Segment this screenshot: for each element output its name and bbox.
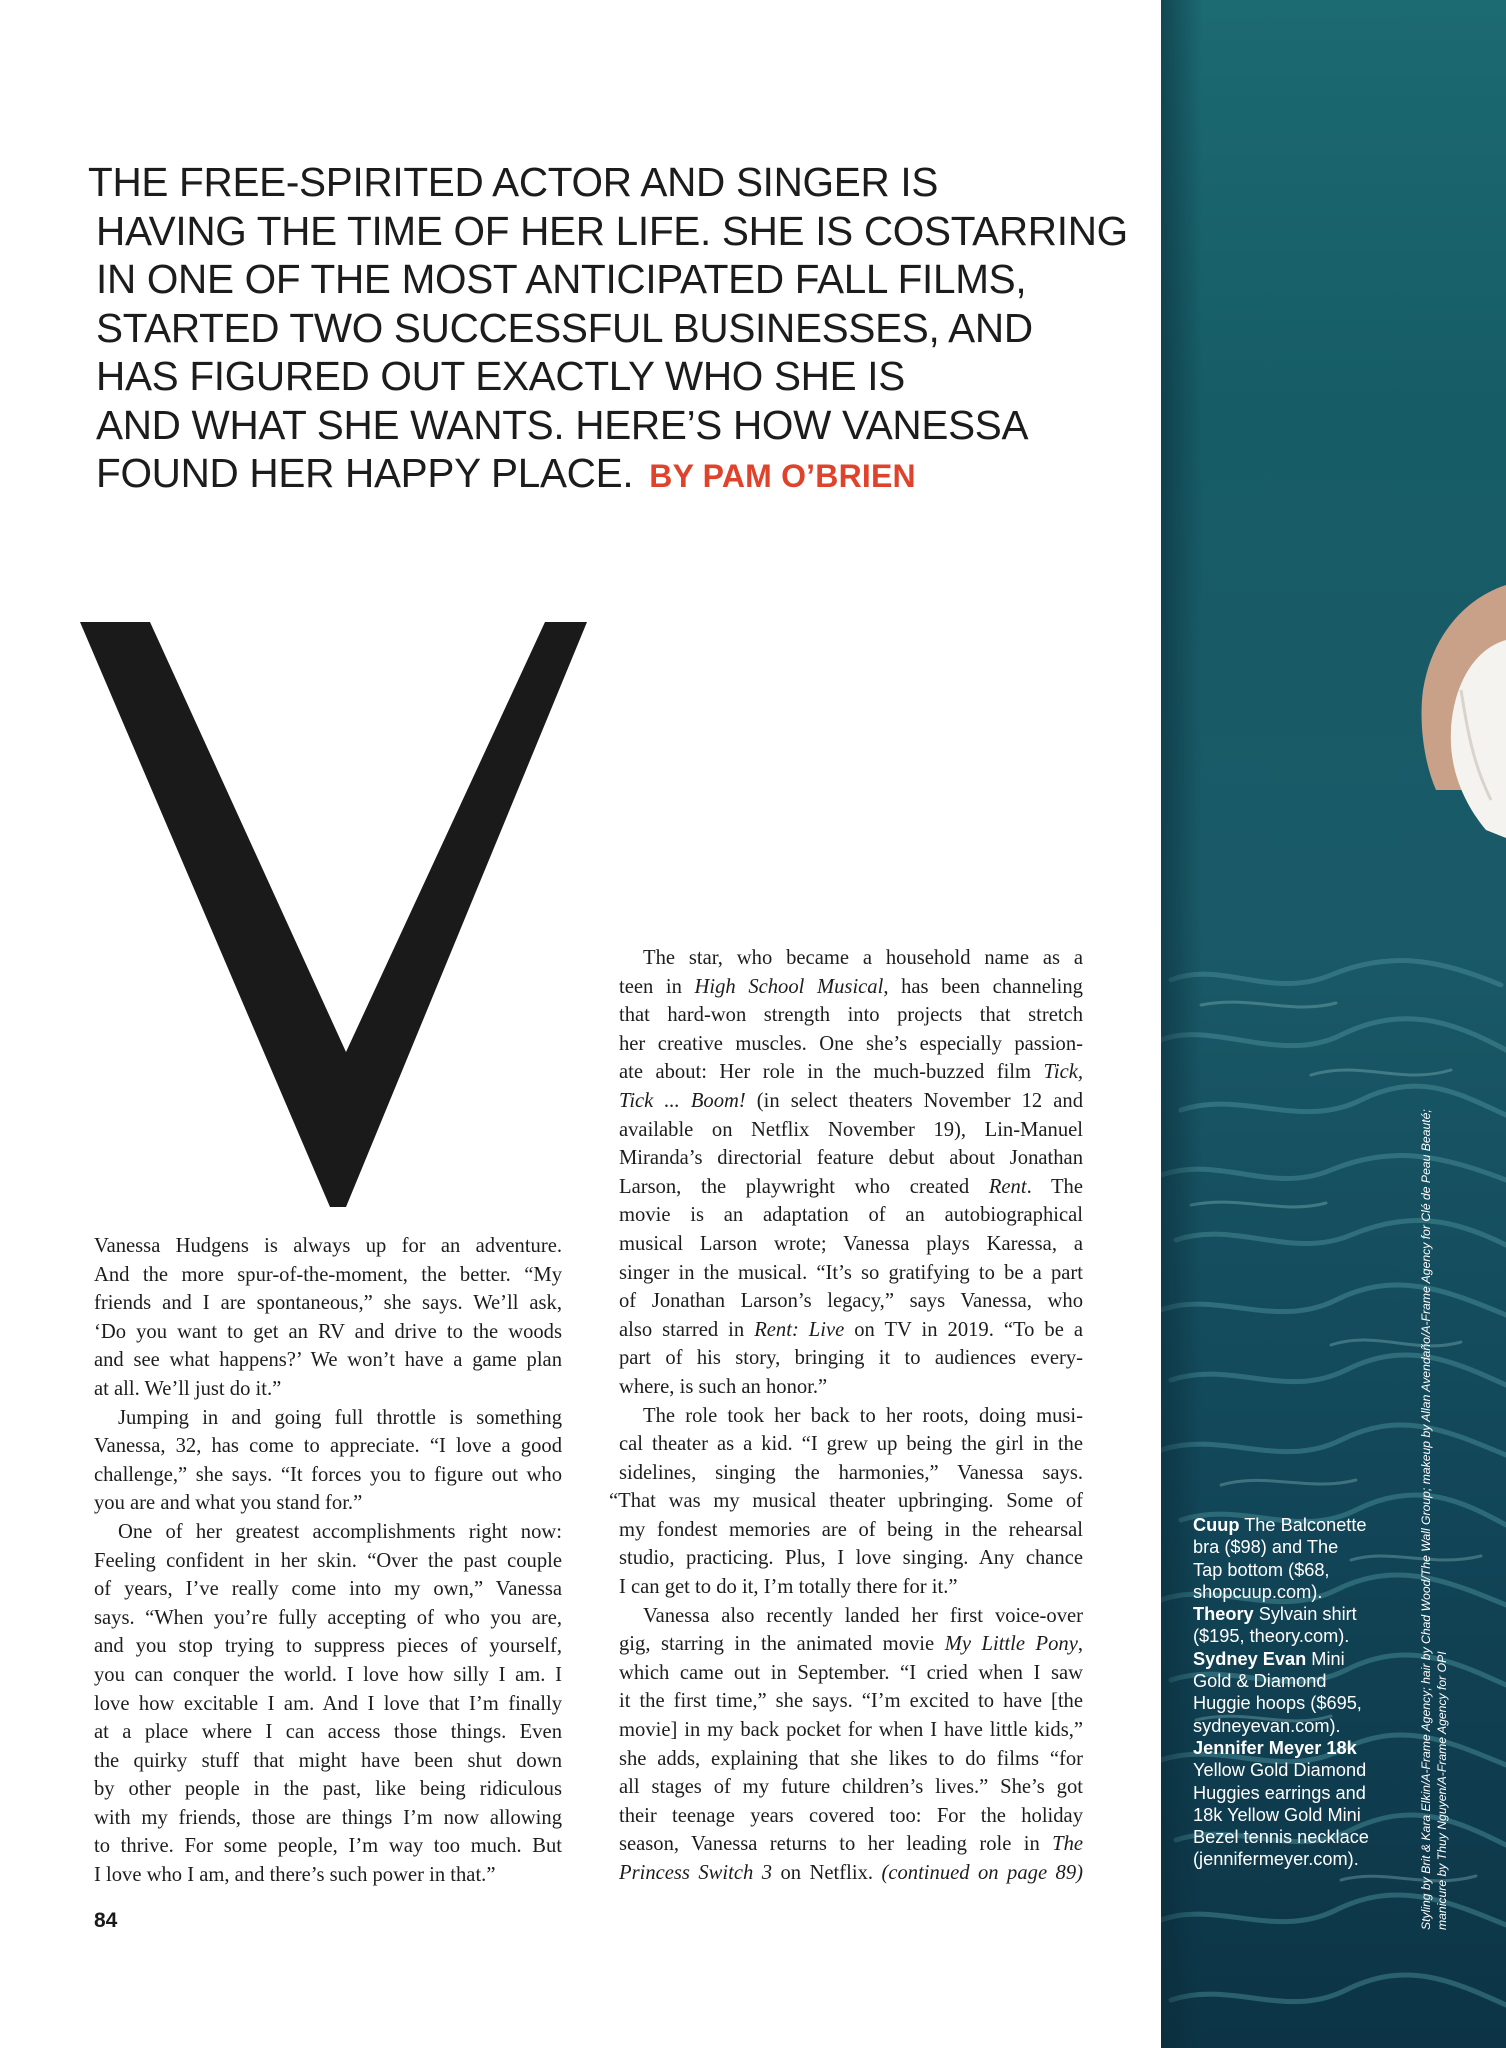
caption-line: Huggies earrings and [1193,1782,1366,1803]
caption-line: Cuup The Balconette [1193,1515,1367,1535]
body-line: friends and I are spontaneous,” she says. We’ll ask, [94,1292,562,1315]
body-line: at a place where I can access those things. Even [94,1721,562,1744]
body-line: challenge,” she says. “It forces you to figure out who [94,1463,562,1486]
body-line: all stages of my future children’s lives.” She’s got [619,1776,1083,1799]
deck-line-text: FOUND HER HAPPY PLACE. [96,450,634,496]
body-line: where, is such an honor.” [619,1375,828,1398]
body-line: available on Netflix November 19), Lin-Manuel [619,1118,1083,1141]
body-line: the quirky stuff that might have been shut down [94,1749,562,1772]
body-line: I can get to do it, I’m totally there for it.” [619,1576,958,1599]
body-line: part of his story, bringing it to audiences every- [619,1347,1083,1370]
byline: BY PAM O’BRIEN [649,458,916,494]
body-line: cal theater as a kid. “I grew up being the girl in the [619,1433,1083,1456]
drop-cap-v [80,622,620,1207]
body-line: that hard-won strength into projects that stretch [619,1004,1083,1027]
body-line: The star, who became a household name as a [643,947,1083,969]
body-line: and see what happens?’ We won’t have a game plan [94,1349,562,1372]
body-line: of Jonathan Larson’s legacy,” says Vanessa, who [619,1290,1083,1313]
title-the-princess-switch: Princess Switch 3 [619,1862,773,1884]
body-line: movie] in my back pocket for when I have little kids,” [619,1719,1083,1742]
caption-line: Tap bottom ($68, [1193,1559,1330,1580]
body-line: The role took her back to her roots, doing musi- [643,1404,1083,1427]
body-line: you are and what you stand for.” [94,1492,363,1515]
deck-line: HAVING THE TIME OF HER LIFE. SHE IS COSTARRING [96,207,1128,254]
caption-line: Sydney Evan Mini [1193,1648,1345,1669]
body-line: movie is an adaptation of an autobiographical [619,1204,1083,1227]
deck-line: STARTED TWO SUCCESSFUL BUSINESSES, AND [96,304,1033,351]
deck-line: IN ONE OF THE MOST ANTICIPATED FALL FILMS, [96,256,1027,302]
title-tick-tick-boom: Tick, [1043,1061,1083,1084]
continued-on-page: (continued on page 89) [881,1862,1083,1884]
body-line: ‘Do you want to get an RV and drive to the woods [94,1320,562,1343]
caption-line: Theory Sylvain shirt [1193,1604,1357,1625]
body-line: Vanessa Hudgens is always up for an adventure. [94,1235,562,1257]
body-line: ate about: Her role in the much-buzzed film Tick, [619,1061,1083,1084]
title-rent: Rent [988,1175,1027,1198]
body-line: teen in High School Musical, has been channeling [619,975,1083,998]
body-line: studio, practicing. Plus, I love singing. Any chance [619,1547,1083,1570]
body-line: Vanessa also recently landed her first voice-over [643,1604,1083,1627]
page-number: 84 [94,1909,118,1932]
body-line: it the first time,” she says. “I’m excited to have [the [619,1690,1083,1713]
caption-line: Bezel tennis necklace [1193,1827,1369,1848]
body-line: her creative muscles. One she’s especially passion- [619,1032,1083,1055]
caption-line: shopcuup.com). [1193,1581,1323,1602]
caption-line: Yellow Gold Diamond [1193,1760,1367,1781]
body-line: Miranda’s directorial feature debut about Jonathan [619,1147,1083,1170]
title-rent-live: Rent: Live [754,1318,845,1341]
body-line: Jumping in and going full throttle is something [118,1406,562,1429]
body-column-right [609,944,1083,1888]
body-line: my fondest memories are of being in the rehearsal [619,1518,1083,1541]
body-line: Larson, the playwright who created Rent. The [619,1175,1083,1198]
caption-line: bra ($98) and The [1193,1537,1339,1558]
credits-line: Styling by Brit & Kara Elkin/A-Frame Agency; hair by Chad Wood/The Wall Group; makeup by Allan Avendaño/A-Frame Agency for Clé de Peau Beauté; [1419,1109,1433,1930]
title-high-school-musical: High School Musical [694,975,884,998]
body-line: their teenage years covered too: For the holiday [619,1804,1083,1827]
caption-line: ($195, theory.com). [1193,1626,1350,1647]
title-the-princess-switch: The [1052,1833,1083,1856]
caption-line: Jennifer Meyer 18k [1193,1737,1357,1758]
body-column-left [94,1232,562,1890]
deck-line: THE FREE-SPIRITED ACTOR AND SINGER IS [88,159,939,205]
body-line: to thrive. For some people, I’m way too much. But [94,1835,562,1858]
caption-line: Huggie hoops ($695, [1193,1693,1362,1714]
deck-line: HAS FIGURED OUT EXACTLY WHO SHE IS [96,353,905,399]
body-line: sidelines, singing the harmonies,” Vanessa says. [619,1461,1083,1484]
body-line: musical Larson wrote; Vanessa plays Karessa, a [619,1232,1083,1255]
body-line: gig, starring in the animated movie My Little Pony, [619,1633,1083,1656]
body-line: Feeling confident in her skin. “Over the past couple [94,1549,562,1572]
photo-credits [1418,1030,1450,1930]
body-line: by other people in the past, like being ridiculous [94,1778,562,1801]
body-line: Vanessa, 32, has come to appreciate. “I love a good [94,1435,562,1458]
body-line: One of her greatest accomplishments right now: [118,1520,562,1543]
body-line: and you stop trying to suppress pieces of yourself, [94,1635,562,1658]
article-deck [88,158,1128,501]
body-line: singer in the musical. “It’s so gratifying to be a part [619,1261,1083,1284]
body-line: And the more spur-of-the-moment, the better. “My [94,1263,562,1286]
body-line: Princess Switch 3 on Netflix. (continued on page 89) [619,1862,1083,1884]
body-line: I love who I am, and there’s such power in that.” [94,1864,496,1887]
deck-line: AND WHAT SHE WANTS. HERE’S HOW VANESSA [96,401,1029,448]
caption-line: sydneyevan.com). [1193,1715,1341,1736]
body-line: which came out in September. “I cried when I saw [619,1661,1083,1684]
body-line: with my friends, those are things I’m now allowing [94,1806,562,1829]
caption-line: (jennifermeyer.com). [1193,1849,1359,1870]
body-line: season, Vanessa returns to her leading role in The [619,1833,1083,1856]
caption-line: Gold & Diamond [1193,1671,1327,1692]
body-line: “That was my musical theater upbringing. Some of [609,1490,1083,1513]
title-my-little-pony: My Little Pony [944,1633,1078,1656]
fashion-credits-caption [1193,1514,1393,1871]
body-line: Tick ... Boom! (in select theaters November 12 and [619,1089,1083,1112]
credits-line: manicure by Thuy Nguyen/A-Frame Agency for OPI [1435,1651,1449,1930]
body-line: also starred in Rent: Live on TV in 2019. “To be a [619,1318,1083,1341]
body-line: at all. We’ll just do it.” [94,1377,282,1400]
title-tick-tick-boom: Tick ... Boom! [619,1089,746,1112]
body-line: of years, I’ve really come into my own,” Vanessa [94,1578,562,1601]
body-line: love how excitable I am. And I love that I’m finally [94,1692,562,1715]
body-line: you can conquer the world. I love how silly I am. I [94,1663,562,1686]
caption-line: 18k Yellow Gold Mini [1193,1804,1361,1825]
deck-line-last [88,449,1128,501]
body-line: says. “When you’re fully accepting of who you are, [94,1606,562,1629]
body-line: she adds, explaining that she likes to do films “for [619,1747,1083,1770]
